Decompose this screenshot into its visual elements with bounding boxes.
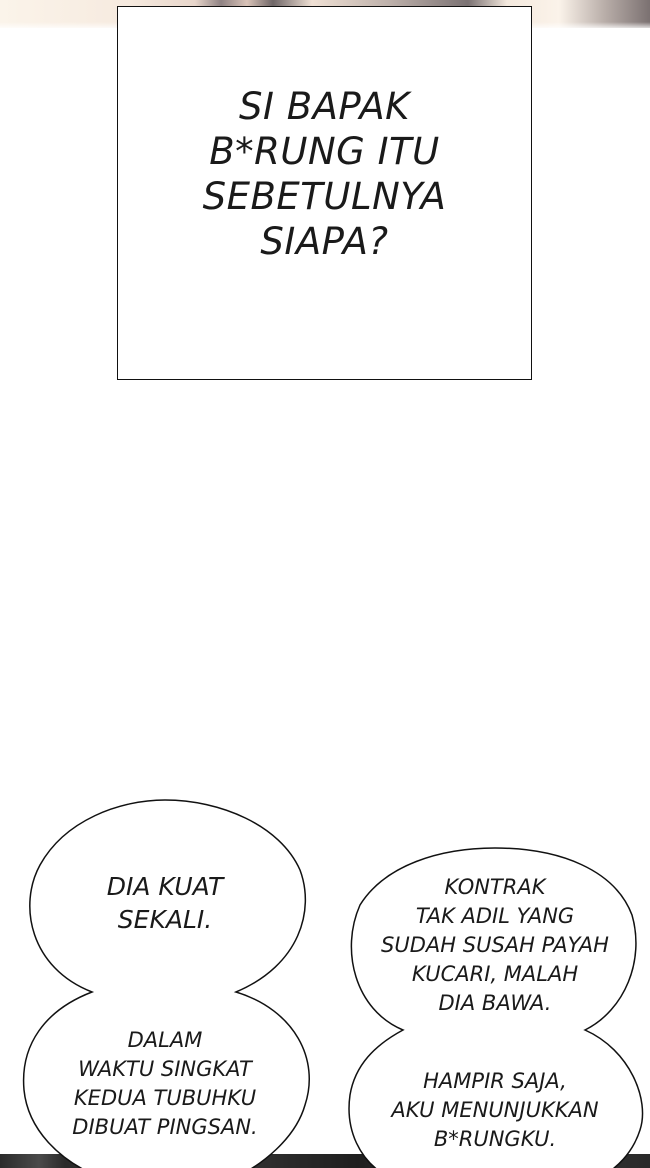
narration-line: SI BAPAK [239, 85, 410, 128]
bubble-left-top-text [60, 870, 270, 936]
bubble-line: AKU MENUNJUKKAN [391, 1098, 599, 1122]
bubble-line: SEKALI. [117, 905, 213, 934]
bubble-line: KONTRAK [444, 875, 546, 899]
bubble-line: DIBUAT PINGSAN. [72, 1115, 258, 1139]
bubble-left-bottom-text [40, 1026, 290, 1142]
narration-line: SEBETULNYA [202, 175, 447, 218]
bubble-line: DIA KUAT [106, 872, 224, 901]
bubble-line: HAMPIR SAJA, [423, 1069, 567, 1093]
bubble-line: B*RUNGKU. [433, 1127, 557, 1151]
bubble-line: TAK ADIL YANG [415, 904, 575, 928]
bubble-line: DIA BAWA. [438, 991, 552, 1015]
bubble-line: KUCARI, MALAH [411, 962, 579, 986]
bubble-line: DALAM [127, 1028, 203, 1052]
bubble-line: WAKTU SINGKAT [78, 1057, 252, 1081]
bubble-right-bottom-text [355, 1067, 635, 1154]
bubble-right-top-text [350, 873, 640, 1018]
narration-line: B*RUNG ITU [209, 130, 440, 173]
narration-line: SIAPA? [260, 220, 389, 263]
bubble-line: SUDAH SUSAH PAYAH [381, 933, 609, 957]
bubble-line: KEDUA TUBUHKU [73, 1086, 257, 1110]
